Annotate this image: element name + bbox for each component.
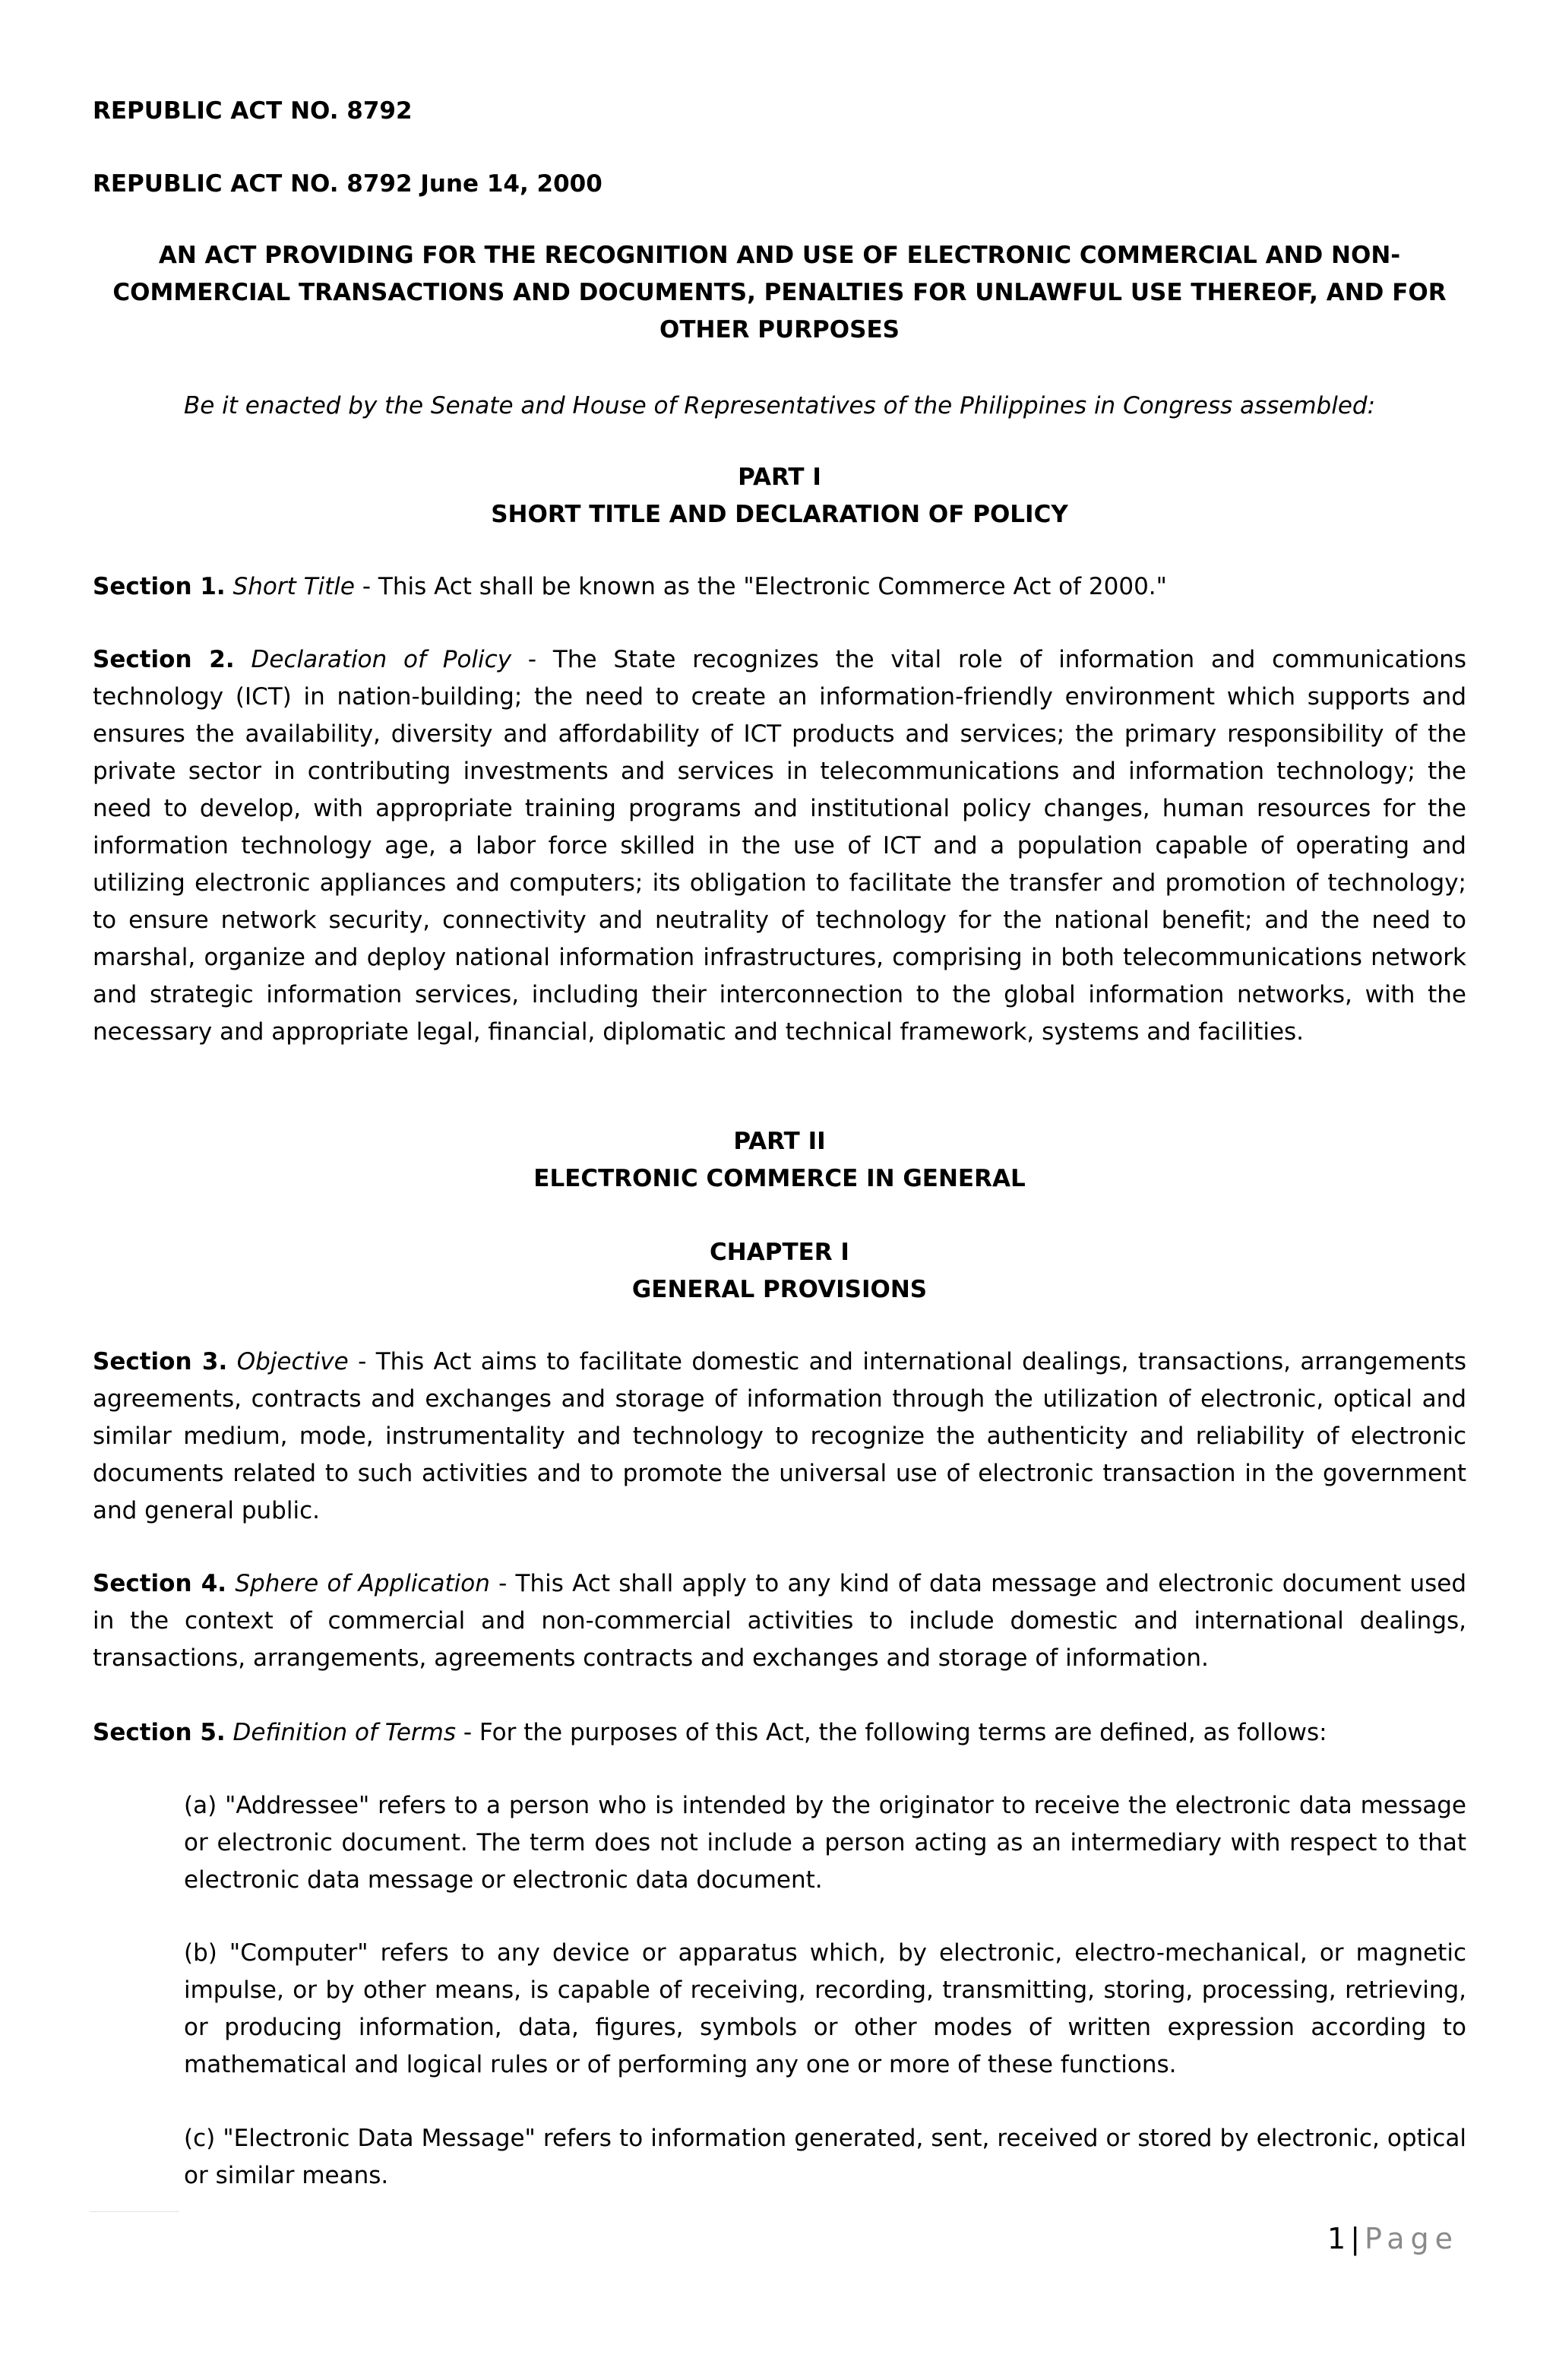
enacting-clause: Be it enacted by the Senate and House of Representatives of the Philippines in Congress assembled: [183, 392, 1376, 419]
section-2-text: - The State recognizes the vital role of information and communications technology (ICT) in nation-building; the need to create an information-friendly environment which supports and ensures the availability, diversity and affordability of ICT products and services; the primary responsibility of the private sector in contributing investments and services in telecommunications and information technology; the need to develop, with appropriate training programs and institutional policy changes, human resources for the information technology age, a labor force skilled in the use of ICT and a population capable of operating and utilizing electronic appliances and computers; its obligation to facilitate the transfer and promotion of technology; to ensure network security, connectivity and neutrality of technology for the national benefit; and the need to marshal, organize and deploy national information infrastructures, comprising in both telecommunications network and strategic information services, including their interconnection to the global information networks, with the necessary and appropriate legal, financial, diplomatic and technical framework, systems and facilities. [93, 646, 1466, 1046]
part-1-title: SHORT TITLE AND DECLARATION OF POLICY [491, 501, 1068, 528]
definition-item: (a) "Addressee" refers to a person who is intended by the originator to receive the electronic data message or electronic document. The term does not include a person acting as an intermediary with respect to that electronic data message or electronic data document. [184, 1792, 1466, 1894]
page-separator: | [1350, 2222, 1360, 2255]
section-1 [93, 568, 1466, 606]
page-number: 1 [1327, 2222, 1346, 2255]
footer-divider [90, 2211, 179, 2212]
page-label: Page [1365, 2222, 1459, 2255]
chapter-1-heading [93, 1234, 1466, 1309]
section-2 [93, 641, 1466, 1051]
act-number-date: REPUBLIC ACT NO. 8792 June 14, 2000 [93, 170, 602, 198]
act-title: AN ACT PROVIDING FOR THE RECOGNITION AND USE OF ELECTRONIC COMMERCIAL AND NON-COMMERCIAL TRANSACTIONS AND DOCUMENTS, PENALTIES FOR UNLAWFUL USE THEREOF, AND FOR OTHER PURPOSES [112, 242, 1447, 343]
section-4-label: Section 4. [93, 1570, 227, 1597]
definition-item: (c) "Electronic Data Message" refers to information generated, sent, received or stored by electronic, optical or similar means. [184, 2125, 1466, 2189]
section-5-label: Section 5. [93, 1719, 226, 1746]
section-5 [93, 1714, 1466, 1752]
section-3 [93, 1343, 1466, 1530]
section-1-title: Short Title [232, 573, 355, 600]
section-3-text: - This Act aims to facilitate domestic and international dealings, transactions, arrangements agreements, contracts and exchanges and storage of information through the utilization of electronic, optical and similar medium, mode, instrumentality and technology to recognize the authenticity and reliability of electronic documents related to such activities and to promote the universal use of electronic transaction in the government and general public. [93, 1348, 1466, 1524]
part-2-label: PART II [733, 1128, 826, 1155]
part-2-title: ELECTRONIC COMMERCE IN GENERAL [533, 1165, 1026, 1192]
section-3-title: Objective [236, 1348, 349, 1375]
section-4-title: Sphere of Application [235, 1570, 490, 1597]
section-2-label: Section 2. [93, 646, 235, 673]
part-1-label: PART I [738, 464, 821, 491]
section-5-title: Definition of Terms [232, 1719, 457, 1746]
chapter-1-label: CHAPTER I [710, 1239, 849, 1266]
part-1-heading [93, 459, 1466, 533]
section-1-label: Section 1. [93, 573, 226, 600]
definition-item: (b) "Computer" refers to any device or apparatus which, by electronic, electro-mechanical, or magnetic impulse, or by other means, is capable of receiving, recording, transmitting, storing, processing, retrieving, or producing information, data, figures, symbols or other modes of written expression according to mathematical and logical rules or of performing any one or more of these functions. [184, 1939, 1466, 2078]
section-5-text: - For the purposes of this Act, the following terms are defined, as follows: [456, 1719, 1327, 1746]
chapter-1-title: GENERAL PROVISIONS [631, 1276, 928, 1303]
act-number: REPUBLIC ACT NO. 8792 [93, 97, 413, 125]
section-2-title: Declaration of Policy [251, 646, 512, 673]
page-footer [1327, 2220, 1459, 2257]
section-4-text: - This Act shall apply to any kind of data message and electronic document used in the context of commercial and non-commercial activities to include domestic and international dealings, transactions, arrangements, agreements contracts and exchanges and storage of information. [93, 1570, 1466, 1672]
section-1-text: - This Act shall be known as the "Electronic Commerce Act of 2000." [354, 573, 1167, 600]
part-2-heading [93, 1123, 1466, 1198]
section-4 [93, 1565, 1466, 1677]
section-3-label: Section 3. [93, 1348, 228, 1375]
